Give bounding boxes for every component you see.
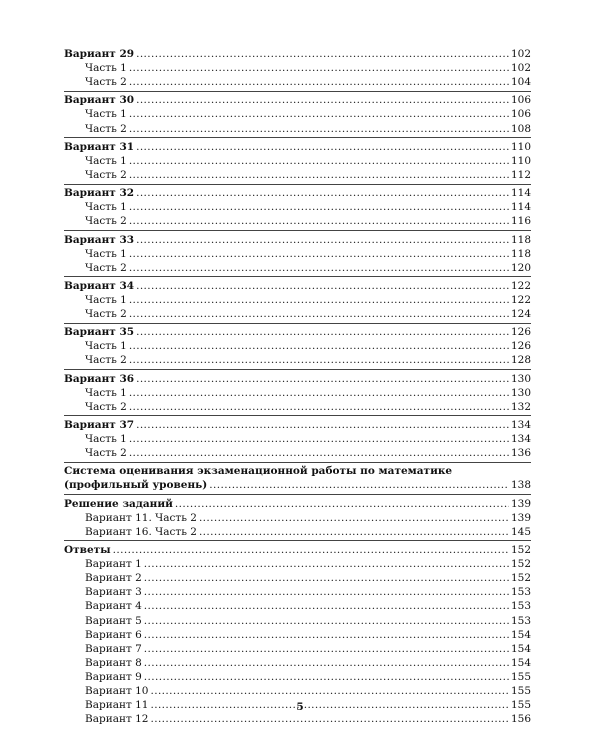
toc-entry-label: Часть 1 (85, 62, 127, 75)
toc-entry-variant-37-part-1[interactable] (64, 432, 531, 446)
toc-entry-label: Вариант 9 (85, 670, 142, 683)
toc-page-number: 153 (510, 600, 531, 613)
toc-entry-variant-36-part-2[interactable] (64, 400, 531, 414)
toc-entry-answers-variant-3[interactable] (64, 585, 531, 599)
toc-entry-label: Вариант 5 (85, 614, 142, 627)
toc-entry-label: Вариант 2 (85, 572, 142, 585)
toc-entry-label: Вариант 3 (85, 586, 142, 599)
toc-page-number: 138 (510, 479, 531, 492)
dot-leader (129, 154, 509, 168)
section-divider (64, 323, 531, 324)
toc-entry-variant-33-part-1[interactable] (64, 247, 531, 261)
toc-page-number: 155 (510, 684, 531, 697)
toc-page-number: 118 (510, 247, 531, 260)
toc-entry-variant-37-part-2[interactable] (64, 446, 531, 460)
dot-leader (129, 446, 509, 460)
toc-entry-label: Вариант 16. Часть 2 (85, 525, 197, 538)
toc-entry-answers-variant-9[interactable] (64, 670, 531, 684)
dot-leader (136, 47, 509, 61)
dot-leader (129, 353, 509, 367)
dot-leader (129, 200, 509, 214)
dot-leader (199, 525, 509, 539)
dot-leader (144, 614, 509, 628)
toc-entry-variant-35[interactable] (64, 325, 531, 339)
toc-entry-variant-33[interactable] (64, 233, 531, 247)
dot-leader (129, 247, 509, 261)
toc-entry-solution-variant-11[interactable] (64, 511, 531, 525)
toc-page-number: 154 (510, 656, 531, 669)
dot-leader (150, 684, 508, 698)
toc-entry-answers-variant-12[interactable] (64, 712, 531, 726)
toc-entry-label: Часть 1 (85, 386, 127, 399)
dot-leader (129, 293, 509, 307)
toc-page-number: 153 (510, 614, 531, 627)
toc-entry-variant-36[interactable] (64, 372, 531, 386)
toc-entry-variant-29[interactable] (64, 47, 531, 61)
dot-leader (129, 168, 509, 182)
toc-page-number: 104 (510, 76, 531, 89)
toc-page-number: 139 (510, 497, 531, 510)
toc-entry-label: Часть 1 (85, 108, 127, 121)
section-divider (64, 230, 531, 231)
toc-entry-variant-30[interactable] (64, 93, 531, 107)
dot-leader (129, 61, 509, 75)
toc-page-number: 136 (510, 447, 531, 460)
dot-leader (136, 186, 509, 200)
toc-page-number: 153 (510, 586, 531, 599)
dot-leader (144, 628, 509, 642)
dot-leader (113, 543, 509, 557)
toc-entry-label: Вариант 34 (64, 279, 135, 292)
toc-page-number: 102 (510, 48, 531, 60)
dot-leader (129, 432, 509, 446)
toc-entry-answers-variant-7[interactable] (64, 642, 531, 656)
toc-page-number: 152 (510, 572, 531, 585)
toc-entry-label: Ответы (64, 544, 111, 557)
toc-entry-label: Вариант 4 (85, 600, 142, 613)
toc-entry-label: Вариант 29 (64, 48, 135, 60)
toc-entry-variant-30-part-1[interactable] (64, 107, 531, 121)
dot-leader (144, 557, 509, 571)
dot-leader (144, 642, 509, 656)
toc-entry-variant-36-part-1[interactable] (64, 386, 531, 400)
dot-leader (144, 571, 509, 585)
toc-entry-variant-35-part-1[interactable] (64, 339, 531, 353)
toc-entry-label: Вариант 33 (64, 233, 135, 246)
toc-page-number: 130 (510, 372, 531, 385)
table-of-contents (64, 47, 531, 726)
toc-entry-label: Вариант 10 (85, 684, 149, 697)
page-number: 5 (296, 701, 304, 713)
toc-page-number: 154 (510, 628, 531, 641)
toc-entry-label: Вариант 37 (64, 419, 135, 431)
toc-entry-variant-37[interactable] (64, 418, 531, 432)
toc-entry-label: Часть 1 (85, 293, 127, 306)
dot-leader (175, 497, 509, 511)
dot-leader (129, 75, 509, 89)
toc-entry-variant-31[interactable] (64, 140, 531, 154)
toc-entry-label: Часть 1 (85, 247, 127, 260)
toc-entry-label: Часть 2 (85, 76, 127, 89)
toc-page-number: 126 (510, 340, 531, 353)
toc-entry-label: Вариант 31 (64, 140, 135, 153)
dot-leader (129, 214, 509, 228)
toc-entry-variant-29-part-1[interactable] (64, 61, 531, 75)
dot-leader (129, 386, 509, 400)
toc-page-number: 132 (510, 400, 531, 413)
toc-entry-label: Часть 2 (85, 447, 127, 460)
toc-page-number: 122 (510, 279, 531, 292)
dot-leader (136, 372, 509, 386)
dot-leader (136, 140, 509, 154)
toc-page-number: 106 (510, 94, 531, 107)
toc-entry-variant-32-part-1[interactable] (64, 200, 531, 214)
toc-entry-label: Вариант 32 (64, 187, 135, 200)
toc-entry-label: Вариант 12 (85, 713, 149, 726)
section-divider (64, 137, 531, 138)
toc-entry-label: Вариант 30 (64, 94, 135, 107)
toc-entry-grading-system[interactable] (64, 478, 531, 492)
toc-page-number: 152 (510, 558, 531, 571)
toc-page-number: 102 (510, 62, 531, 75)
dot-leader (144, 599, 509, 613)
toc-entry-answers-variant-4[interactable] (64, 599, 531, 613)
toc-entry-answers-variant-1[interactable] (64, 557, 531, 571)
toc-entry-answers-variant-8[interactable] (64, 656, 531, 670)
section-divider (64, 494, 531, 495)
toc-entry-label: Решение заданий (64, 497, 173, 510)
toc-entry-grading-system-line-1[interactable] (64, 464, 531, 478)
dot-leader (136, 279, 509, 293)
toc-page-number: 134 (510, 433, 531, 446)
dot-leader (144, 656, 509, 670)
toc-entry-label: Часть 2 (85, 122, 127, 135)
dot-leader (129, 400, 509, 414)
dot-leader (129, 107, 509, 121)
toc-page-number: 112 (510, 168, 531, 181)
toc-entry-solutions[interactable] (64, 497, 531, 511)
toc-page-number: 116 (510, 215, 531, 228)
toc-page-number: 155 (510, 670, 531, 683)
toc-entry-label: Часть 1 (85, 201, 127, 214)
toc-entry-label: Вариант 11 (85, 699, 149, 712)
toc-entry-label: Часть 2 (85, 354, 127, 367)
toc-page-number: 110 (510, 140, 531, 153)
toc-entry-label: Вариант 6 (85, 628, 142, 641)
toc-page-number: 152 (510, 544, 531, 557)
toc-entry-variant-34[interactable] (64, 279, 531, 293)
toc-entry-label: Часть 1 (85, 154, 127, 167)
dot-leader (136, 93, 509, 107)
toc-entry-label: Часть 1 (85, 340, 127, 353)
section-divider (64, 462, 531, 463)
toc-entry-label: Часть 2 (85, 261, 127, 274)
toc-page-number: 110 (510, 154, 531, 167)
section-divider (64, 540, 531, 541)
toc-entry-label: Вариант 1 (85, 558, 142, 571)
toc-entry-label: Вариант 11. Часть 2 (85, 511, 197, 524)
toc-page-number: 130 (510, 386, 531, 399)
toc-entry-variant-31-part-1[interactable] (64, 154, 531, 168)
toc-entry-variant-31-part-2[interactable] (64, 168, 531, 182)
toc-entry-variant-35-part-2[interactable] (64, 353, 531, 367)
toc-entry-variant-34-part-2[interactable] (64, 307, 531, 321)
toc-page-number: 126 (510, 326, 531, 339)
toc-page-number: 106 (510, 108, 531, 121)
toc-entry-solution-variant-16[interactable] (64, 525, 531, 539)
toc-page-number: 118 (510, 233, 531, 246)
dot-leader (136, 418, 509, 432)
section-divider (64, 369, 531, 370)
section-divider (64, 91, 531, 92)
toc-page-number: 128 (510, 354, 531, 367)
toc-page-number: 156 (510, 713, 531, 726)
toc-entry-answers-variant-2[interactable] (64, 571, 531, 585)
toc-page-number: 145 (510, 525, 531, 538)
dot-leader (136, 233, 509, 247)
toc-page-number: 122 (510, 293, 531, 306)
dot-leader (209, 478, 509, 492)
toc-entry-label: Часть 2 (85, 215, 127, 228)
toc-page-number: 155 (510, 699, 531, 712)
toc-page-number: 108 (510, 122, 531, 135)
toc-entry-variant-32-part-2[interactable] (64, 214, 531, 228)
toc-entry-variant-33-part-2[interactable] (64, 261, 531, 275)
toc-entry-variant-29-part-2[interactable] (64, 75, 531, 89)
dot-leader (129, 122, 509, 136)
toc-entry-label: Вариант 35 (64, 326, 135, 339)
toc-entry-variant-32[interactable] (64, 186, 531, 200)
toc-entry-variant-30-part-2[interactable] (64, 122, 531, 136)
toc-entry-label: Часть 2 (85, 308, 127, 321)
dot-leader (199, 511, 509, 525)
toc-page-number: 134 (510, 419, 531, 431)
dot-leader (129, 307, 509, 321)
dot-leader (144, 585, 509, 599)
section-divider (64, 415, 531, 416)
toc-entry-label: Часть 2 (85, 400, 127, 413)
toc-entry-answers[interactable] (64, 543, 531, 557)
toc-entry-answers-variant-6[interactable] (64, 628, 531, 642)
dot-leader (129, 261, 509, 275)
dot-leader (129, 339, 509, 353)
dot-leader (150, 712, 508, 726)
toc-entry-label: Часть 2 (85, 168, 127, 181)
toc-entry-label: Часть 1 (85, 433, 127, 446)
toc-page-number: 124 (510, 308, 531, 321)
dot-leader (144, 670, 509, 684)
toc-entry-variant-34-part-1[interactable] (64, 293, 531, 307)
toc-entry-label: Вариант 8 (85, 656, 142, 669)
dot-leader (136, 325, 509, 339)
toc-entry-label: (профильный уровень) (64, 479, 208, 492)
toc-page-number: 139 (510, 511, 531, 524)
toc-entry-answers-variant-5[interactable] (64, 614, 531, 628)
toc-entry-label: Система оценивания экзаменационной работы по математике (64, 465, 453, 478)
section-divider (64, 276, 531, 277)
toc-page-number: 114 (510, 187, 531, 200)
toc-page-number: 154 (510, 642, 531, 655)
toc-entry-label: Вариант 36 (64, 372, 135, 385)
toc-entry-answers-variant-10[interactable] (64, 684, 531, 698)
section-divider (64, 184, 531, 185)
toc-page-number: 120 (510, 261, 531, 274)
toc-entry-label: Вариант 7 (85, 642, 142, 655)
toc-page-number: 114 (510, 201, 531, 214)
